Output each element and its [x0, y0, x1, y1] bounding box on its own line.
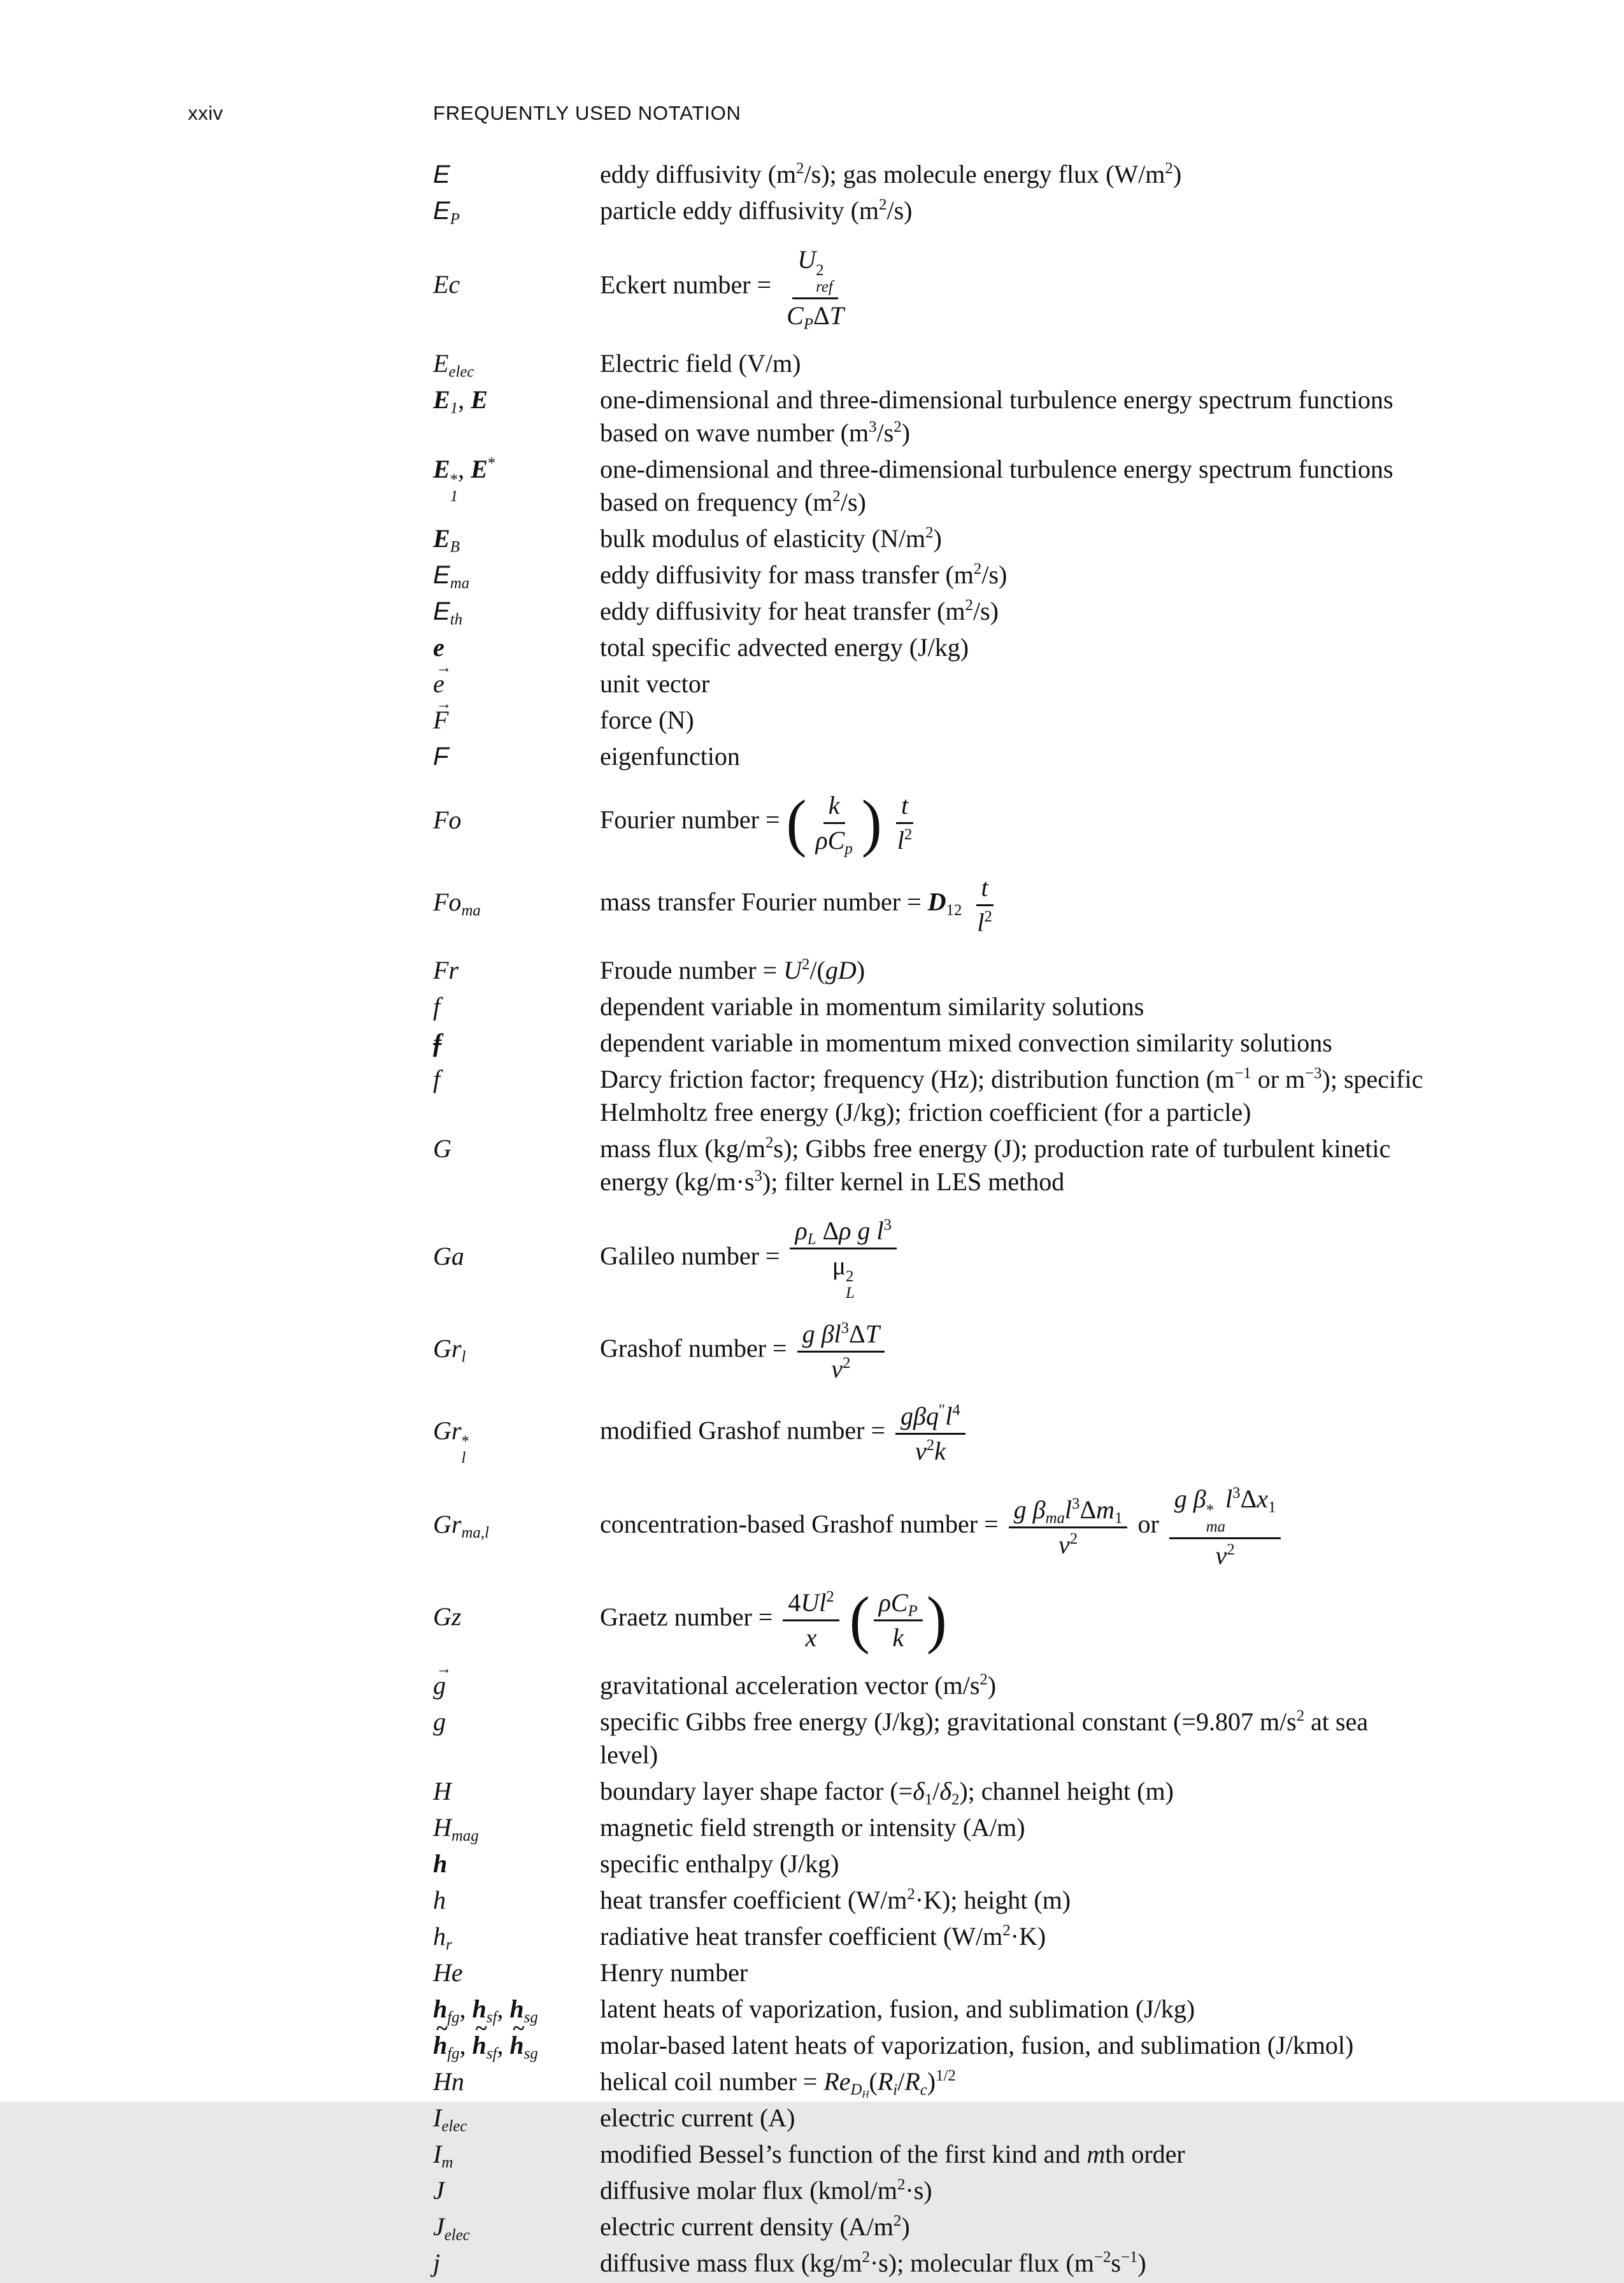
notation-definition: latent heats of vaporization, fusion, and sublimation (J/kg) — [600, 1994, 1195, 2023]
notation-definition: electric current (A) — [600, 2103, 795, 2132]
notation-entry — [433, 1400, 1430, 1467]
notation-definition: concentration-based Grashof number = $\frac{g \beta mal^3\Delta m1}{\nu^2}$ or g β * ma $l^3\Delta x1$ $\nu^2$ — [600, 1483, 1430, 1570]
notation-definition: Fourier number = ( $\frac{k}{\text{ρCp}}$ ) $\frac{t}{l^2}$ — [600, 786, 913, 858]
notation-symbol: Gz — [433, 1602, 462, 1632]
notation-symbol: Foma — [433, 887, 481, 920]
notation-entry — [433, 1063, 1430, 1129]
running-head: FREQUENTLY USED NOTATION — [433, 102, 741, 124]
notation-symbol: E1, E — [433, 385, 488, 417]
notation-entry — [433, 1920, 1430, 1953]
notation-symbol: E * 1 , E* — [433, 455, 496, 506]
notation-symbol: H — [433, 1776, 452, 1805]
notation-symbol: Gr * l — [433, 1416, 469, 1467]
notation-symbol: Hn — [433, 2066, 464, 2096]
notation-entry — [433, 1132, 1430, 1198]
notation-entry — [433, 2102, 1430, 2135]
notation-entry — [433, 1811, 1430, 1844]
notation-definition: Galileo number = ρL Δρ g $l^3$ μ 2 L — [600, 1215, 1430, 1302]
notation-entry — [433, 158, 1430, 191]
notation-symbol: Grma,l — [433, 1509, 489, 1542]
notation-entry — [433, 1705, 1430, 1772]
notation-entry — [433, 347, 1430, 380]
notation-symbol: f — [433, 1065, 441, 1094]
notation-symbol: h — [433, 1885, 446, 1914]
notation-entry — [433, 1775, 1430, 1808]
notation-symbol: Ec — [433, 270, 460, 299]
notation-definition: one-dimensional and three-dimensional turbulence energy spectrum functions based on wave number $(m^3/s^2)$ — [600, 385, 1393, 448]
notation-entry — [433, 1215, 1430, 1302]
notation-definition: mass flux $(kg/m^2s)$; Gibbs free energy (J); production rate of turbulent kinetic energy $(kg/m\cdot s^3)$; filter kernel in LES method — [600, 1134, 1391, 1197]
notation-symbol: Eth — [433, 597, 462, 629]
notation-definition: particle eddy diffusivity $(m^2/s)$ — [600, 196, 913, 225]
tilde-accent: ~ h — [433, 2029, 447, 2062]
notation-definition: one-dimensional and three-dimensional turbulence energy spectrum functions based on frequency $(m^2/s)$ — [600, 455, 1393, 517]
page-number: xxiv — [188, 102, 224, 124]
notation-entry — [433, 522, 1430, 555]
notation-definition: Electric field (V/m) — [600, 349, 801, 378]
notation-entry — [433, 2247, 1430, 2280]
notation-definition: eigenfunction — [600, 742, 740, 771]
notation-symbol: E — [433, 160, 450, 188]
notation-symbol: g — [433, 1707, 446, 1736]
notation-entry — [433, 704, 1430, 737]
notation-entry — [433, 872, 1430, 937]
notation-symbol: Fr — [433, 956, 459, 985]
notation-definition: force (N) — [600, 706, 694, 735]
notation-symbol: j — [433, 2248, 441, 2277]
notation-entry — [433, 1993, 1430, 2026]
notation-entry — [433, 786, 1430, 858]
notation-entry — [433, 1847, 1430, 1881]
notation-entry — [433, 383, 1430, 450]
notation-entry — [433, 558, 1430, 592]
notation-definition: Graetz number = $\frac{4Ul^2}{x}$ ( $\frac{\text{ρCP}}{k}$ ) — [600, 1583, 947, 1655]
notation-entry — [433, 1583, 1430, 1655]
notation-entry — [433, 954, 1430, 987]
notation-definition: bulk modulus of elasticity $(N/m^2)$ — [600, 524, 942, 553]
notation-definition: modified Bessel’s function of the first kind and mth order — [600, 2139, 1185, 2168]
notation-symbol: F — [433, 743, 449, 771]
notation-entry — [433, 244, 1430, 331]
notation-entry — [433, 1956, 1430, 1989]
notation-symbol: hr — [433, 1921, 452, 1953]
notation-definition: specific enthalpy (J/kg) — [600, 1849, 839, 1878]
notation-definition: eddy diffusivity for mass transfer $(m^2/s)$ — [600, 560, 1008, 590]
tilde-accent: ~ h — [473, 2029, 487, 2062]
notation-symbol: Im — [433, 2139, 453, 2171]
notation-definition: modified Grashof number = $\frac{g\beta q''l^4}{\nu^2k}$ — [600, 1400, 1430, 1466]
notation-entry — [433, 2174, 1430, 2207]
notation-entry — [433, 990, 1430, 1023]
notation-entry — [433, 2029, 1430, 2062]
notation-symbol: hfg, hsf, hsg — [433, 1994, 538, 2026]
notation-definition: dependent variable in momentum mixed convection similarity solutions — [600, 1028, 1332, 1058]
notation-definition: helical coil number = $ReDH(Ri/Rc)^{1/2}$ — [600, 2066, 956, 2100]
notation-definition: total specific advected energy (J/kg) — [600, 633, 969, 662]
notation-symbol: J — [433, 2175, 445, 2205]
notation-symbol: f — [433, 992, 441, 1021]
notation-symbol: Grl — [433, 1334, 466, 1366]
notation-definition: dependent variable in momentum similarity solutions — [600, 992, 1144, 1021]
notation-definition: Grashof number = $\frac{g \beta l^3\Delta T}{\nu^2}$ — [600, 1318, 1430, 1384]
notation-symbol — [433, 667, 600, 701]
vector-arrow: → g — [433, 1669, 446, 1702]
notation-entry — [433, 631, 1430, 664]
notation-list — [433, 158, 1430, 2283]
notation-symbol: ~ hfg, ~ hsf, ~ hsg — [433, 2029, 600, 2062]
notation-definition: diffusive molar flux $(kmol/m^2\cdot s)$ — [600, 2175, 932, 2205]
notation-symbol: EP — [433, 197, 460, 228]
notation-symbol: Ielec — [433, 2103, 467, 2135]
notation-definition: eddy diffusivity for heat transfer $(m^2/s)$ — [600, 597, 999, 626]
notation-entry — [433, 2065, 1430, 2098]
notation-symbol: Fo — [433, 805, 462, 834]
notation-entry — [433, 1318, 1430, 1384]
notation-symbol: Ga — [433, 1241, 464, 1270]
notation-definition: molar-based latent heats of vaporization, fusion, and sublimation (J/kmol) — [600, 2030, 1354, 2059]
notation-definition: gravitational acceleration vector $(m/s^2)$ — [600, 1670, 997, 1700]
notation-symbol: e — [433, 633, 445, 662]
notation-entry — [433, 667, 1430, 701]
notation-definition: mass transfer Fourier number = D12 $\frac{t}{l^2}$ — [600, 873, 992, 937]
notation-entry — [433, 1884, 1430, 1917]
notation-symbol — [433, 704, 600, 737]
notation-symbol: Ema — [433, 561, 469, 592]
notation-definition: Darcy friction factor; frequency (Hz); distribution function ($m^{-1}$ or $m^{-3}$); specific Helmholtz free energy (J/kg); friction coefficient (for a particle) — [600, 1065, 1423, 1127]
notation-symbol: EB — [433, 524, 460, 556]
notation-symbol: Jelec — [433, 2212, 470, 2244]
notation-symbol: h — [433, 1849, 448, 1878]
notation-definition: Froude number = $U^2/(gD)$ — [600, 956, 865, 985]
notation-symbol: He — [433, 1958, 463, 1987]
notation-entry — [433, 194, 1430, 227]
vector-arrow: → F — [433, 704, 448, 737]
notation-entry — [433, 2210, 1430, 2244]
notation-symbol — [433, 1669, 600, 1702]
notation-symbol: G — [433, 1134, 452, 1163]
notation-definition: unit vector — [600, 669, 710, 699]
notation-definition: specific Gibbs free energy (J/kg); gravitational constant (=9.807 $m/s^2$ at sea level) — [600, 1707, 1369, 1769]
notation-entry — [433, 1027, 1430, 1060]
notation-definition: electric current density $(A/m^2)$ — [600, 2212, 910, 2241]
notation-entry — [433, 1483, 1430, 1570]
tilde-accent: ~ h — [509, 2029, 524, 2062]
notation-entry — [433, 1669, 1430, 1702]
notation-definition: Henry number — [600, 1958, 748, 1987]
notation-definition: Eckert number = U 2 ref CPΔT — [600, 245, 844, 333]
notation-definition: magnetic field strength or intensity (A/m) — [600, 1812, 1025, 1842]
notation-definition: diffusive mass flux $(kg/m^2\cdot s)$; molecular flux $(m^{-2}s^{-1})$ — [600, 2248, 1146, 2277]
notation-definition: radiative heat transfer coefficient $(W/m^2\cdot K)$ — [600, 1921, 1046, 1951]
notation-definition: heat transfer coefficient $(W/m^2\cdot K)$; height (m) — [600, 1885, 1071, 1914]
notation-symbol: f — [433, 1028, 442, 1058]
notation-symbol: Hmag — [433, 1812, 479, 1844]
notation-entry — [433, 453, 1430, 519]
notation-entry — [433, 2138, 1430, 2171]
notation-entry — [433, 595, 1430, 628]
notation-definition: boundary layer shape factor (=δ1/δ2); channel height (m) — [600, 1776, 1174, 1808]
notation-definition: eddy diffusivity $(m^2/s)$; gas molecule energy flux $(W/m^2)$ — [600, 160, 1182, 188]
notation-entry — [433, 740, 1430, 773]
notation-symbol: Eelec — [433, 349, 474, 381]
vector-arrow: → e — [433, 667, 445, 701]
